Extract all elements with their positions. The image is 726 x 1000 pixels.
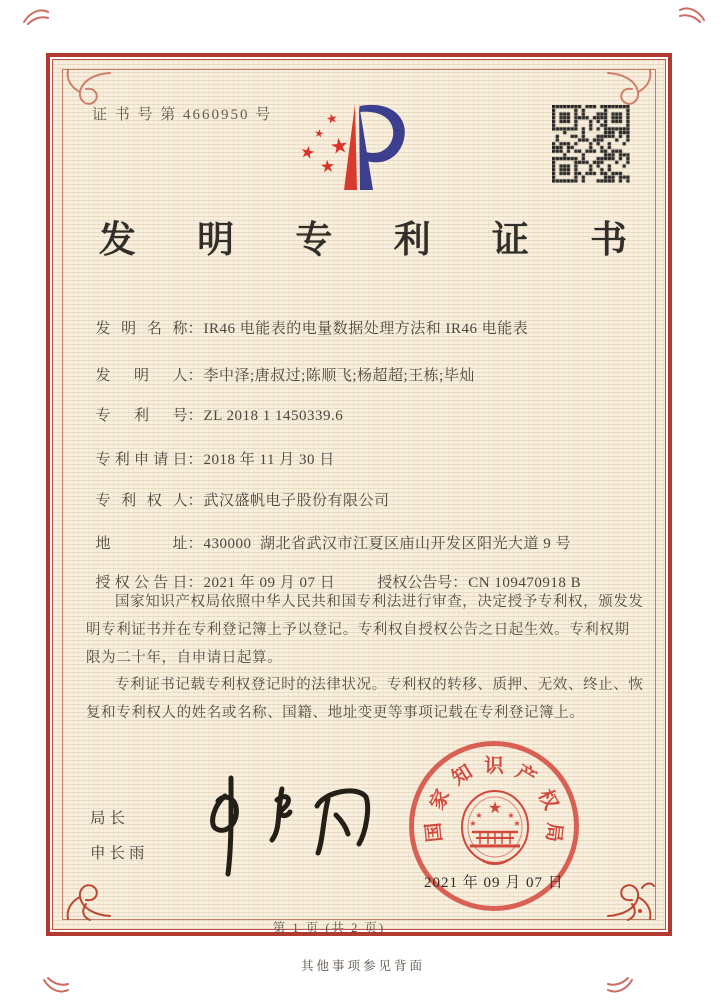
director-name: 申长雨 (90, 845, 149, 862)
field-label: 授权公告日 (95, 575, 188, 591)
legal-paragraph: 专利证书记载专利权登记时的法律状况。专利权的转移、质押、无效、终止、恢复和专利权人的姓名或名称、国籍、地址变更等事项记载在专利登记簿上。 (86, 677, 644, 722)
page-indicator: 第 1 页 (共 2 页) (272, 921, 386, 935)
field-value: IR46 电能表的电量数据处理方法和 IR46 电能表 (203, 321, 529, 337)
field-row-application-date: 专利申请日：2018 年 11 月 30 日 (88, 431, 335, 469)
field-label: 发明人 (95, 368, 188, 384)
field-value: 2021 年 09 月 07 日 (203, 575, 336, 591)
field-value: ZL 2018 1 1450339.6 (203, 408, 344, 424)
field-value: 430000 湖北省武汉市江夏区庙山开发区阳光大道 9 号 (203, 536, 572, 552)
field-label: 授权公告号 (377, 575, 453, 591)
certificate-number: 证 书 号 第 4660950 号 (92, 107, 273, 123)
seal-date: 2021 年 09 月 07 日 (424, 875, 564, 891)
qr-code (552, 105, 630, 183)
field-row-grant: 授权公告日：2021 年 09 月 07 日 授权公告号：CN 109470918 B (88, 554, 581, 592)
field-label: 专利权人 (95, 493, 188, 509)
corner-flourish-icon (606, 870, 658, 922)
red-star-icon: ★ (324, 109, 340, 128)
back-side-note: 其他事项参见背面 (300, 959, 426, 973)
edge-ornament-icon (600, 976, 634, 998)
legal-text (86, 589, 644, 728)
red-star-icon: ★ (313, 127, 325, 141)
svg-text:★: ★ (507, 811, 515, 820)
legal-paragraph: 国家知识产权局依照中华人民共和国专利法进行审查，决定授予专利权，颁发发明专利证书并在专利登记簿上予以登记。专利权自授权公告之日起生效。专利权期限为二十年，自申请日起算。 (86, 594, 644, 666)
edge-ornament-icon (672, 2, 706, 24)
svg-text:★: ★ (469, 819, 477, 828)
field-label: 地址 (95, 536, 188, 552)
svg-text:★: ★ (513, 819, 521, 828)
field-value: 武汉盛帆电子股份有限公司 (203, 493, 390, 509)
cnipa-logo (288, 96, 458, 208)
field-row-inventors: 发明人：李中泽;唐叔过;陈顺飞;杨超超;王栋;毕灿 (88, 347, 475, 385)
field-label: 专利号 (95, 408, 188, 424)
field-value: CN 109470918 B (468, 575, 582, 591)
director-title: 局长 (90, 810, 130, 827)
edge-ornament-icon (22, 4, 56, 26)
red-star-icon: ★ (298, 141, 318, 164)
logo-tower-p-graphic (288, 96, 458, 208)
field-row-address: 地址：430000 湖北省武汉市江夏区庙山开发区阳光大道 9 号 (88, 515, 571, 553)
field-row-patent-number: 专利号：ZL 2018 1 1450339.6 (88, 387, 343, 425)
field-value: 李中泽;唐叔过;陈顺飞;杨超超;王栋;毕灿 (203, 368, 475, 384)
red-star-icon: ★ (328, 132, 351, 160)
grant-number-group: 授权公告号：CN 109470918 B (377, 575, 582, 591)
certificate-title: 发 明 专 利 证 书 (98, 220, 654, 261)
edge-ornament-icon (42, 976, 76, 998)
svg-text:★: ★ (487, 798, 503, 817)
svg-text:★: ★ (475, 811, 483, 820)
red-star-icon: ★ (319, 156, 337, 177)
corner-flourish-icon (60, 870, 112, 922)
field-row-invention-name: 发明名称：IR46 电能表的电量数据处理方法和 IR46 电能表 (88, 300, 528, 338)
director-signature (185, 770, 400, 882)
field-label: 发明名称 (95, 321, 188, 337)
field-label: 专利申请日 (95, 452, 188, 468)
field-value: 2018 年 11 月 30 日 (203, 452, 335, 468)
seal-text-arc: 国 家 知 识 产 权 局 (423, 756, 565, 844)
national-emblem-icon (452, 780, 538, 872)
field-row-patentee: 专利权人：武汉盛帆电子股份有限公司 (88, 472, 390, 510)
